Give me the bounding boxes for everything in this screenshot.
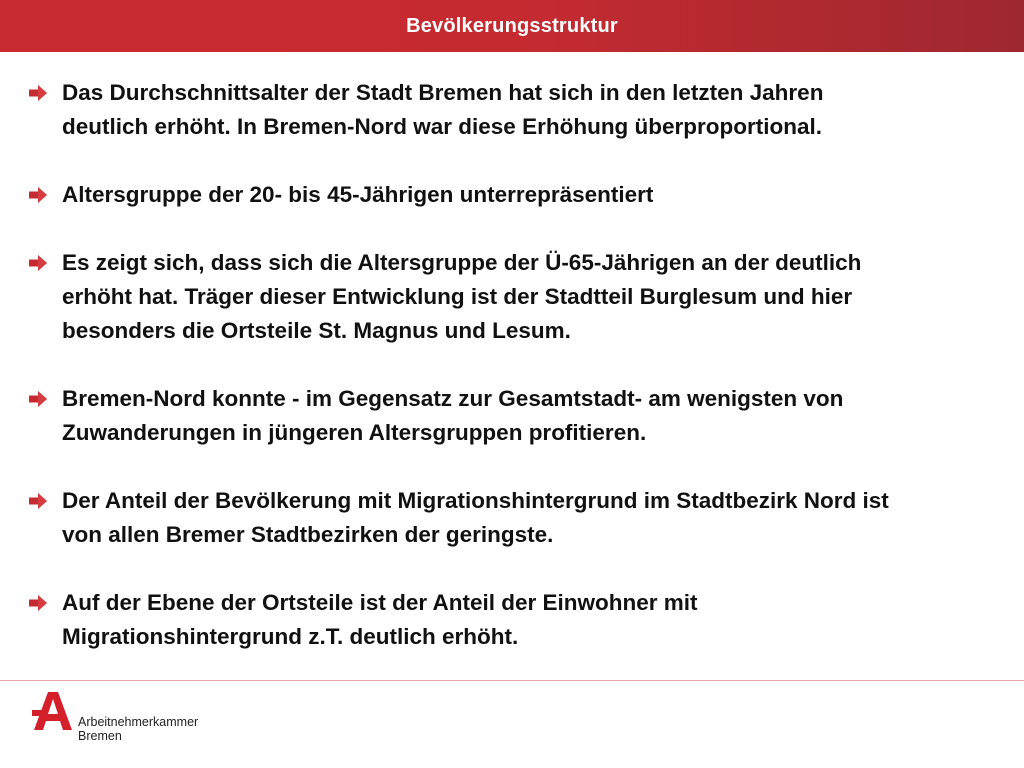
bullet-text (62, 484, 998, 552)
footer-divider (0, 680, 1024, 681)
bullet-item (28, 76, 998, 144)
bullet-item (28, 484, 998, 552)
bullet-text (62, 586, 998, 654)
red-arrow-icon (28, 491, 48, 511)
bullet-item (28, 178, 998, 212)
bullet-text-line: Auf der Ebene der Ortsteile ist der Anteil der Einwohner mit (62, 590, 698, 615)
bullet-text-line: Der Anteil der Bevölkerung mit Migrationshintergrund im Stadtbezirk Nord ist (62, 488, 889, 513)
bullet-text-line: von allen Bremer Stadtbezirken der geringste. (62, 522, 554, 547)
bullet-text-line: Altersgruppe der 20- bis 45-Jährigen unterrepräsentiert (62, 182, 654, 207)
bullet-item (28, 586, 998, 654)
bullet-text-line: besonders die Ortsteile St. Magnus und Lesum. (62, 318, 571, 343)
slide-title: Bevölkerungsstruktur (406, 14, 618, 37)
red-arrow-icon (28, 593, 48, 613)
bullet-item (28, 382, 998, 450)
red-arrow-icon (28, 83, 48, 103)
bullet-item (28, 246, 998, 348)
logo-line-1: Arbeitnehmerkammer (78, 715, 199, 729)
red-arrow-icon (28, 389, 48, 409)
bullet-text-line: Zuwanderungen in jüngeren Altersgruppen profitieren. (62, 420, 647, 445)
red-arrow-icon (28, 185, 48, 205)
bullet-text-line: deutlich erhöht. In Bremen-Nord war diese Erhöhung überproportional. (62, 114, 823, 139)
bullet-list (28, 76, 998, 654)
bullet-text-line: Es zeigt sich, dass sich die Altersgruppe der Ü-65-Jährigen an der deutlich (62, 250, 862, 275)
bullet-text (62, 246, 998, 348)
slide-header (0, 0, 1024, 52)
logo-a-icon (32, 690, 74, 732)
bullet-text-line: Das Durchschnittsalter der Stadt Bremen hat sich in den letzten Jahren (62, 80, 824, 105)
bullet-text-line: Migrationshintergrund z.T. deutlich erhöht. (62, 624, 519, 649)
logo-line-2: Bremen (78, 729, 122, 743)
bullet-text-line: erhöht hat. Träger dieser Entwicklung ist der Stadtteil Burglesum und hier (62, 284, 853, 309)
arbeitnehmerkammer-logo (32, 690, 198, 743)
bullet-text (62, 178, 998, 212)
logo-text (78, 715, 198, 743)
red-arrow-icon (28, 253, 48, 273)
bullet-text (62, 76, 998, 144)
bullet-text (62, 382, 998, 450)
bullet-text-line: Bremen-Nord konnte - im Gegensatz zur Gesamtstadt- am wenigsten von (62, 386, 844, 411)
